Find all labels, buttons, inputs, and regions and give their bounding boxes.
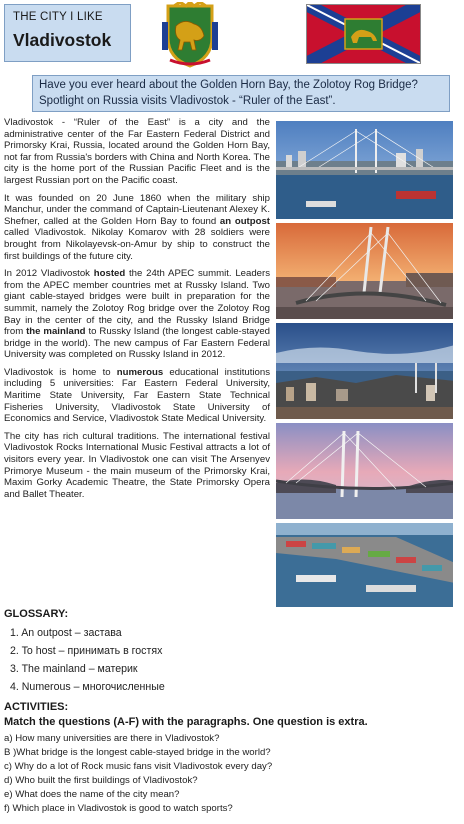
bold-term-outpost: an outpost [219, 215, 271, 227]
spotlight-line-1: Have you ever heard about the Golden Horn Bay, the Zolotoy Rog Bridge? [39, 79, 418, 91]
paragraph-3: In 2012 Vladivostok hosted the 24th APEC summit. Leaders from the APEC member countries met at Russky Island. Two giant cable-stayed bridges were built in preparation for the summit, namely the Zolotoy Rog bridge over the Zolotoy Rog Bay in the center of the city, and the Russky Island Bridge from the mainland to Russky Island (the longest cable-stayed bridge in the world). The new campus of Far Eastern Federal University was completed on Russky Island in 2012. [4, 268, 270, 361]
paragraph-5: The city has rich cultural traditions. The international festival Vladivostok Rocks International Music Festival attracts a lot of visitors every year. In Vladivostok one can visit The Arsenyev Primorye Museum - the main museum of the Primorsky Krai, Maxim Gorky Academic Theatre, the State Primorsky Opera and Ballet Theater. [4, 430, 270, 500]
glossary-item: 2. To host – принимать в гостях [10, 645, 163, 657]
question-item: e) What does the name of the city mean? [4, 789, 180, 800]
photo-port-aerial [275, 522, 454, 608]
city-flag-image [306, 4, 421, 64]
question-item: d) Who built the first buildings of Vladivostok? [4, 775, 198, 786]
article-text [4, 117, 270, 506]
bold-term-hosted: hosted [93, 268, 126, 280]
title-box [4, 4, 131, 62]
activities-heading: ACTIVITIES: [4, 701, 69, 713]
spotlight-line-2: Spotlight on Russia visits Vladivostok - “Ruler of the East”. [39, 95, 336, 107]
question-item: B )What bridge is the longest cable-stayed bridge in the world? [4, 747, 271, 758]
question-item: f) Which place in Vladivostok is good to watch sports? [4, 803, 233, 814]
coat-of-arms-image [160, 2, 220, 68]
paragraph-1: Vladivostok - “Ruler of the East” is a city and the administrative center of the Far Eastern Federal District and Primorsky Krai, Russia, located around the Golden Horn Bay, not far from Russia's borders with China and North Korea. The city is the home port of the Russian Pacific Fleet and is the largest Russian port on the Pacific coast. [4, 117, 270, 186]
glossary-item: 4. Numerous – многочисленные [10, 681, 165, 693]
spotlight-box [32, 75, 450, 112]
photo-golden-horn-bridge-day [275, 120, 454, 220]
photo-bridge-sunset [275, 222, 454, 320]
question-item: a) How many universities are there in Vladivostok? [4, 733, 220, 744]
photo-city-panorama [275, 322, 454, 420]
activities-instruction: Match the questions (A-F) with the paragraphs. One question is extra. [4, 716, 368, 728]
page-title: Vladivostok [13, 30, 112, 50]
glossary-item: 1. An outpost – застава [10, 627, 122, 639]
question-item: c) Why do a lot of Rock music fans visit Vladivostok every day? [4, 761, 273, 772]
photo-russky-bridge [275, 422, 454, 520]
title-label: THE CITY I LIKE [13, 11, 103, 23]
glossary-heading: GLOSSARY: [4, 608, 69, 620]
paragraph-2: It was founded on 20 June 1860 when the military ship Manchur, under the command of Captain-Lieutenant Alexey K. Shefner, called at the Golden Horn Bay to found an outpost called Vladivostok. Nikolay Komarov with 28 soldiers were brought from Nikolayevsk-on-Amur by ship to construct the first buildings of the future city. [4, 192, 271, 262]
bold-term-mainland: the mainland [26, 326, 86, 338]
glossary-item: 3. The mainland – материк [10, 663, 138, 675]
paragraph-4: Vladivostok is home to numerous educational institutions including 5 universities: Far Eastern Federal University, Maritime State University, Far Eastern State Technical Fisheries University, Vladivostok State University of Economics and Service, Vladivostok State Medical University. [4, 366, 270, 425]
bold-term-numerous: numerous [116, 366, 164, 378]
